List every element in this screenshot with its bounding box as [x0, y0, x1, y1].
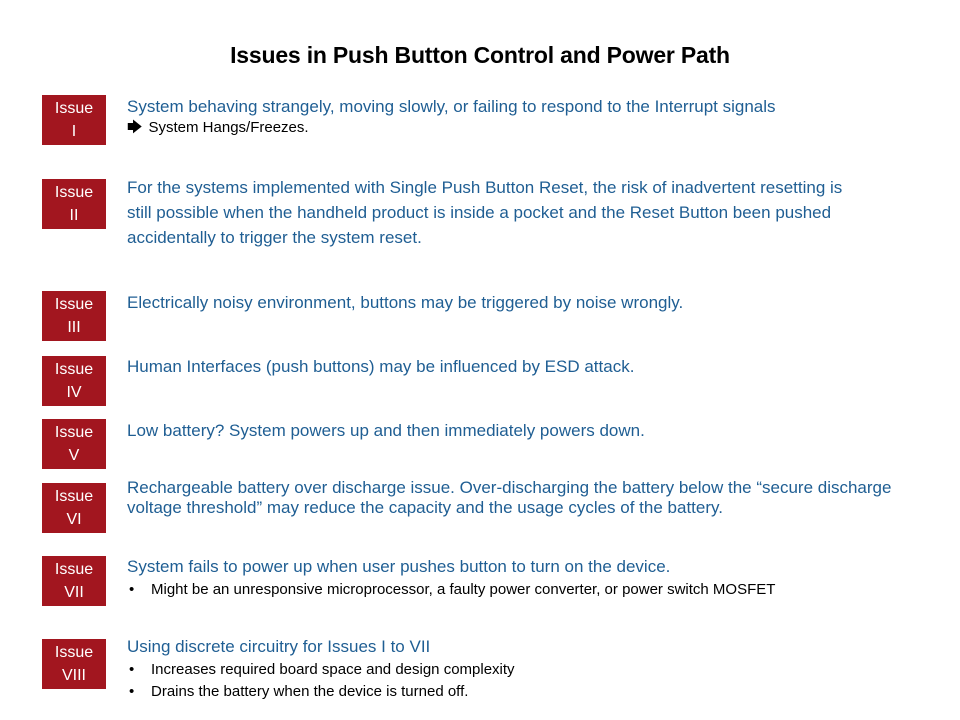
issue-description: Human Interfaces (push buttons) may be influenced by ESD attack. [127, 357, 635, 376]
issue-text-5 [127, 421, 907, 441]
list-item-text: Increases required board space and design complexity [151, 661, 515, 678]
issue-badge-word: Issue [54, 561, 94, 578]
issue-badge-numeral: I [71, 123, 77, 140]
issue-description: Electrically noisy environment, buttons may be triggered by noise wrongly. [127, 293, 684, 312]
issue-badge-6 [42, 483, 106, 533]
bullet-icon: • [129, 581, 135, 598]
issue-description: Using discrete circuitry for Issues I to VII [127, 637, 431, 656]
bullet-icon: • [129, 661, 135, 678]
issue-text-8 [127, 637, 907, 705]
issue-badge-word: Issue [54, 644, 94, 661]
issue-badge-word: Issue [54, 296, 94, 313]
list-item-text: Drains the battery when the device is turned off. [151, 683, 469, 700]
list-item-text: Might be an unresponsive microprocessor, a faulty power converter, or power switch MOSFET [151, 581, 776, 598]
issue-bullet-list [127, 661, 907, 701]
issue-badge-numeral: II [69, 207, 79, 224]
issue-badge-5 [42, 419, 106, 469]
issue-text-7 [127, 557, 907, 603]
issue-badge-numeral: IV [66, 384, 82, 401]
issue-badge-numeral: VII [64, 584, 84, 601]
issue-badge-2 [42, 179, 106, 229]
issue-badge-numeral: III [67, 319, 81, 336]
issue-text-2 [127, 175, 857, 250]
issue-badge-7 [42, 556, 106, 606]
issue-consequence [127, 119, 907, 137]
issue-badge-numeral: VI [66, 511, 82, 528]
issue-badge-1 [42, 95, 106, 145]
bullet-icon: • [129, 683, 135, 700]
issue-badge-numeral: VIII [61, 667, 86, 684]
issue-badge-word: Issue [54, 100, 94, 117]
issue-badge-3 [42, 291, 106, 341]
issue-description: Low battery? System powers up and then immediately powers down. [127, 421, 645, 440]
issue-description: Rechargeable battery over discharge issue. Over-discharging the battery below the “secure discharge voltage threshold” may reduce the capacity and the usage cycles of the battery. [127, 478, 892, 517]
page-title: Issues in Push Button Control and Power Path [230, 42, 730, 68]
issue-text-3 [127, 293, 907, 313]
issue-badge-word: Issue [54, 424, 94, 441]
issue-badge-word: Issue [54, 488, 94, 505]
issue-badge-8 [42, 639, 106, 689]
list-item [127, 683, 907, 701]
issue-description: System behaving strangely, moving slowly, or failing to respond to the Interrupt signals [127, 97, 776, 116]
issue-badge-4 [42, 356, 106, 406]
issue-bullet-list [127, 581, 907, 599]
issue-text-6 [127, 478, 907, 518]
list-item [127, 581, 907, 599]
arrow-right-icon: 🡆 [127, 119, 143, 136]
issue-description: System fails to power up when user pushes button to turn on the device. [127, 557, 671, 576]
issue-badge-numeral: V [68, 447, 80, 464]
issue-badge-word: Issue [54, 184, 94, 201]
issue-consequence-text: System Hangs/Freezes. [148, 119, 309, 136]
issue-text-4 [127, 357, 907, 377]
issue-badge-word: Issue [54, 361, 94, 378]
list-item [127, 661, 907, 679]
issue-description: For the systems implemented with Single Push Button Reset, the risk of inadvertent resetting is still possible when the handheld product is inside a pocket and the Reset Button been pushed accidentally to trigger the system reset. [127, 178, 843, 247]
issue-text-1 [127, 97, 907, 137]
